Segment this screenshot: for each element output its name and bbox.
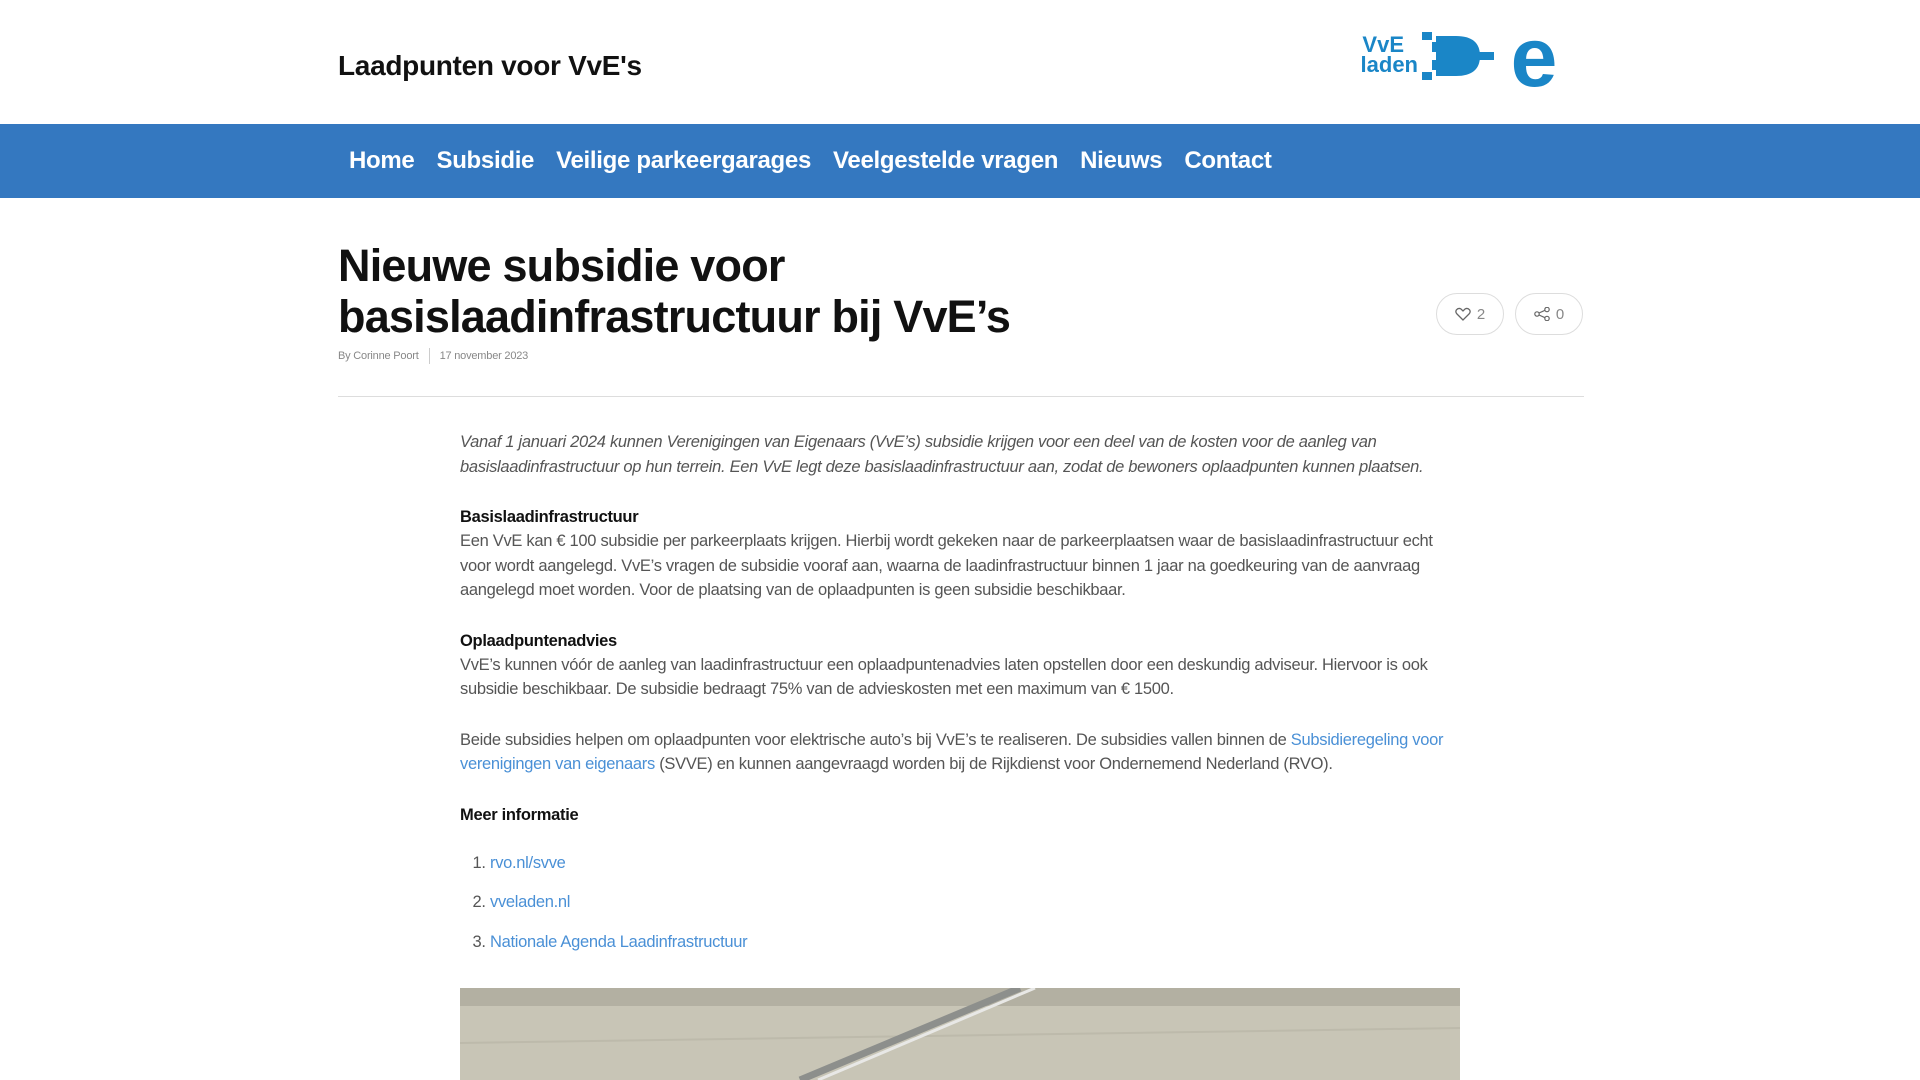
- link-vveladen[interactable]: vveladen.nl: [490, 893, 571, 911]
- list-item: [490, 930, 1460, 955]
- link-nationale-agenda[interactable]: Nationale Agenda Laadinfrastructuur: [490, 932, 748, 951]
- nav-item-home[interactable]: Home: [349, 147, 415, 174]
- paragraph-oplaadpuntenadvies: VvE’s kunnen vóór de aanleg van laadinfrastructuur een oplaadpuntenadvies laten opstellen door een deskundig adviseur. Hiervoor is ook subsidie beschikbaar. De subsidie bedraagt 75% van de advieskosten met een maximum van € 1500.: [460, 655, 1428, 698]
- garage-ceiling-image: [460, 988, 1460, 1080]
- post-content: [460, 430, 1460, 969]
- paragraph-subsidies: [460, 728, 1460, 777]
- nav-item-contact[interactable]: Contact: [1184, 147, 1272, 174]
- meta-separator: [429, 348, 430, 364]
- site-title[interactable]: Laadpunten voor VvE's: [338, 50, 642, 81]
- post-meta: [338, 348, 1584, 364]
- nav-item-nieuws[interactable]: Nieuws: [1080, 147, 1163, 174]
- logo-letter-e: e: [1510, 24, 1558, 96]
- like-button[interactable]: [1436, 293, 1504, 335]
- logo-text-vve: VvE: [1362, 32, 1404, 57]
- post-title: Nieuwe subsidie voor basislaadinfrastructuur bij VvE’s: [338, 240, 1011, 342]
- nav-item-veilige-parkeergarages[interactable]: Veilige parkeergarages: [556, 147, 812, 174]
- paragraph-subsidies-after: (SVVE) en kunnen aangevraagd worden bij de Rijkdienst voor Ondernemend Nederland (RVO).: [654, 755, 1333, 773]
- logo-text-laden: laden: [1360, 52, 1418, 77]
- nav-item-subsidie[interactable]: Subsidie: [436, 147, 535, 174]
- share-button[interactable]: [1515, 293, 1583, 335]
- share-count: 0: [1555, 305, 1565, 323]
- heading-basislaadinfrastructuur: Basislaadinfrastructuur: [460, 508, 639, 526]
- list-item: [490, 890, 1460, 915]
- nav-item-veelgestelde-vragen[interactable]: Veelgestelde vragen: [833, 147, 1059, 174]
- heart-icon: [1455, 307, 1471, 321]
- like-count: 2: [1476, 305, 1486, 323]
- header-divider: [338, 396, 1584, 397]
- post-header: [338, 240, 1584, 364]
- intro-paragraph: Vanaf 1 januari 2024 kunnen Verenigingen van Eigenaars (VvE’s) subsidie krijgen voor een deel van de kosten voor de aanleg van basislaadinfrastructuur op hun terrein. Een VvE legt deze basislaadinfrastructuur aan, zodat de bewoners oplaadpunten kunnen plaatsen.: [460, 433, 1424, 476]
- share-icon: [1534, 307, 1550, 321]
- info-links-list: [460, 851, 1460, 955]
- link-subsidieregeling-svve[interactable]: Subsidieregeling voor verenigingen van eigenaars: [460, 730, 1444, 773]
- paragraph-subsidies-before: Beide subsidies helpen om oplaadpunten voor elektrische auto’s bij VvE’s te realiseren. De subsidies vallen binnen de: [460, 730, 1291, 749]
- article-image: [460, 988, 1460, 1080]
- post-date: 17 november 2023: [439, 350, 529, 362]
- main-navigation: [0, 124, 1920, 198]
- post-author[interactable]: By Corinne Poort: [338, 350, 419, 362]
- list-item: [490, 851, 1460, 876]
- link-rvo-svve[interactable]: rvo.nl/svve: [490, 853, 566, 872]
- vve-laden-logo[interactable]: [1348, 24, 1584, 96]
- heading-oplaadpuntenadvies: Oplaadpuntenadvies: [460, 631, 617, 650]
- site-header: [0, 0, 1920, 124]
- paragraph-basislaadinfrastructuur: Een VvE kan € 100 subsidie per parkeerplaats krijgen. Hierbij wordt gekeken naar de parkeerplaatsen waar de basislaadinfrastructuur echt voor wordt aangelegd. VvE’s vragen de subsidie vooraf aan, waarna de laadinfrastructuur binnen 1 jaar na goedkeuring van de aanvraag aangelegd moet worden. Voor de plaatsing van de oplaadpunten is geen subsidie beschikbaar.: [460, 532, 1433, 599]
- heading-meer-informatie: Meer informatie: [460, 805, 579, 824]
